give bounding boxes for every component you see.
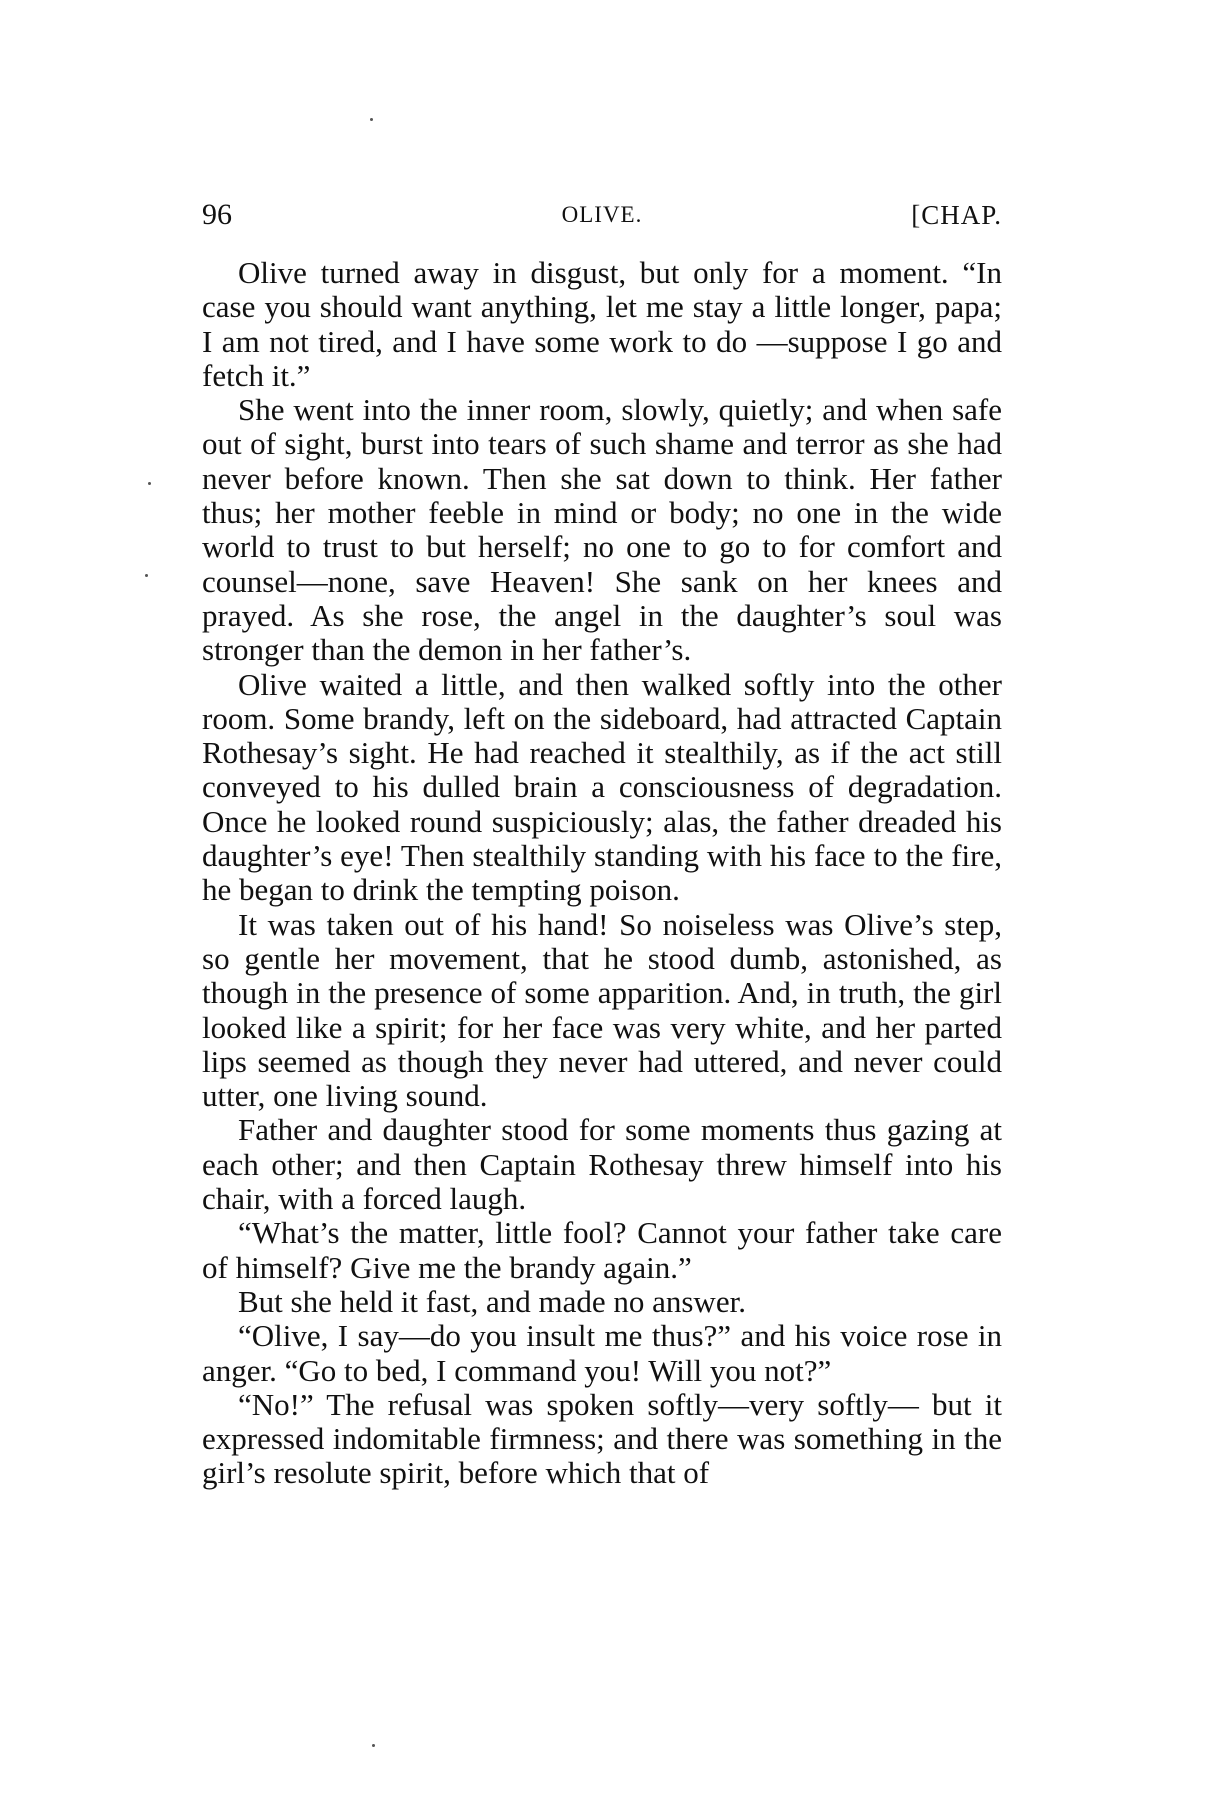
paragraph: “No!” The refusal was spoken softly—very softly— but it expressed indomitable firmness; and there was something in the girl’s resolute spirit, before which that of: [202, 1386, 1002, 1491]
paragraph: She went into the inner room, slowly, quietly; and when safe out of sight, burst into tears of such shame and terror as she had never before known. Then she sat down to think. Her father thus; her mother feeble in mind or body; no one in the wide world to trust to but herself; no one to go to for comfort and counsel—none, save Heaven! She sank on her knees and prayed. As she rose, the angel in the daughter’s soul was stronger than the demon in her father’s.: [202, 392, 1002, 668]
paragraph: It was taken out of his hand! So noiseless was Olive’s step, so gentle her movement, that he stood dumb, astonished, as though in the presence of some apparition. And, in truth, the girl looked like a spirit; for her face was very white, and her parted lips seemed as though they never had uttered, and never could utter, one living sound.: [202, 906, 1002, 1114]
chapter-label: [CHAP.: [911, 200, 1002, 230]
scan-speck: [370, 118, 373, 121]
scan-speck: [148, 482, 151, 485]
page-number: 96: [202, 198, 232, 231]
paragraph: Father and daughter stood for some moments thus gazing at each other; and then Captain Rothesay threw himself into his chair, with a forced laugh.: [202, 1112, 1002, 1217]
paragraph: Olive turned away in disgust, but only for a moment. “In case you should want anything, let me stay a little longer, papa; I am not tired, and I have some work to do —suppose I go and fetch it.”: [202, 255, 1002, 393]
scan-speck: [145, 574, 148, 577]
paragraph: “Olive, I say—do you insult me thus?” and his voice rose in anger. “Go to bed, I command you! Will you not?”: [202, 1318, 1002, 1388]
paragraph: But she held it fast, and made no answer.: [238, 1283, 746, 1319]
running-title: OLIVE.: [561, 202, 643, 227]
body-text: [202, 256, 1002, 1491]
page-header: [202, 195, 1002, 235]
paragraph: “What’s the matter, little fool? Cannot your father take care of himself? Give me the brandy again.”: [202, 1215, 1002, 1285]
scan-speck: [372, 1744, 375, 1747]
paragraph: Olive waited a little, and then walked softly into the other room. Some brandy, left on the sideboard, had attracted Captain Rothesay’s sight. He had reached it stealthily, as if the act still conveyed to his dulled brain a consciousness of degradation. Once he looked round suspiciously; alas, the father dreaded his daughter’s eye! Then stealthily standing with his face to the fire, he began to drink the tempting poison.: [202, 666, 1002, 908]
